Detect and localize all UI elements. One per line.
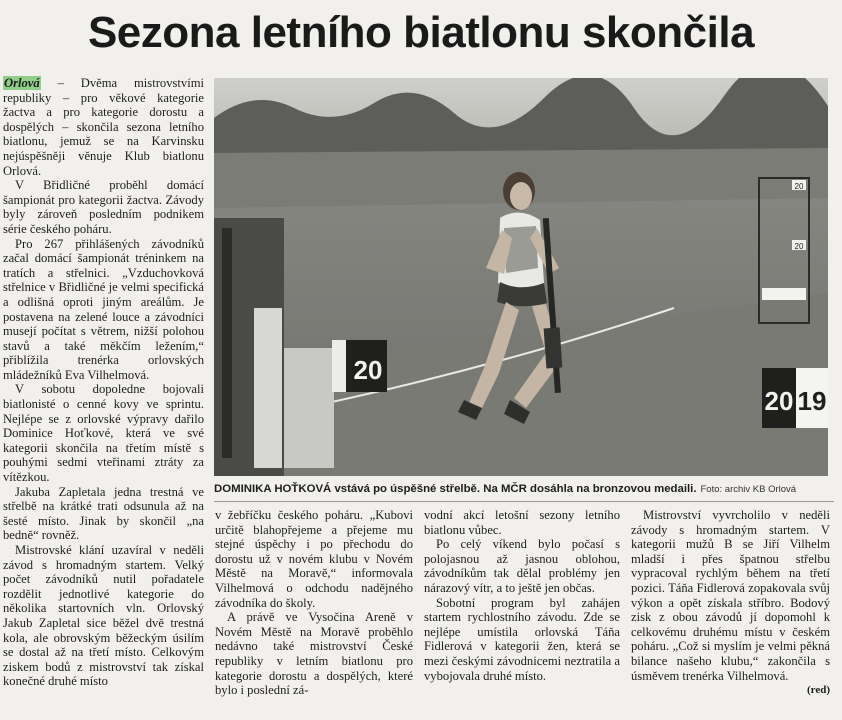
divider [214,501,834,502]
paragraph: Jakuba Zapletala jedna trestná ve střelbě na krátké trati odsunula až na šesté místo. Jinak by skončil „na bedně“ rovněž. [3,484,204,543]
paragraph: V sobotu dopoledne bojovali biatlonisté o cenné kovy ve sprintu. Nejlépe se z orlovské výpravy dařilo Dominice Hoťkové, která ve své kategorii skončila na třetím místě s pouhými sedmi vteřinami ztráty za vítězkou. [3,382,204,485]
author-signature: (red) [806,684,830,697]
target-number: 20 [794,242,804,251]
lead-paragraph [3,76,204,178]
paragraph: Mistrovské klání uzavíral v neděli závod s hromadným startem. Velký počet závodníků nutil pořadatele rozdělit jednotlivé kategorie do několika startovních vln. Orlovský Jakub Zapletal sice běžel dvě trestná kola, ale obrovským běžeckým úsilím se dostal až na třetí místo. Celkovým ziskem bodů z mistrovství tak získal konečné druhé místo [3,543,204,689]
photo-caption [214,480,834,500]
paragraph: v žebříčku českého poháru. „Kubovi určitě blahopřejeme a přejeme mu stejné úspěchy i po přechodu do dorostu už v novém klubu v Novém Městě na Moravě,“ informovala Vilhelmová o odchodu nadějného závodníka do školy. [215,508,413,610]
location-tag: Orlová [4,76,40,90]
photo-credit: Foto: archiv KB Orlová [700,484,797,495]
paragraph: Mistrovství vyvrcholilo v neděli závody s hromadným startem. V kategorii mužů B se Jiří Vilhelm mladší i přes špatnou střelbu vypracoval rychlým během na třetí pozici. Táňa Fidlerová zopakovala svůj výkon a opět získala stříbro. Bodový zisk z obou závodů jí dopomohl k celkovému druhému místu v českém poháru. „Což si myslím je velmi pěkná bilance našeho klubu,“ zakončila s úsměvem trenérka Vilhelmová. [631,508,830,683]
article-photo [214,78,828,476]
paragraph: Pro 267 přihlášených závodníků začal domácí šampionát tréninkem na tratích a střelnici. „Vzduchovková střelnice v Břidličné je velmi specifická a odlišná oproti jiným areálům. Je postavena na zelené louce a závodníci musejí počítat s větrem, nižší polohou stavů a také měkčím ležením,“ přiblížila trenérka orlovských mládežníků Eva Vilhelmová. [3,236,204,382]
shooting-lane-sign: 19 [797,386,827,416]
headline: Sezona letního biatlonu skončila [87,8,755,57]
photo-illustration [214,78,828,476]
column-2 [215,508,413,710]
caption-text: DOMINIKA HOŤKOVÁ vstává po úspěšné střelbě. Na MČR dosáhla na bronzovou medaili. [214,483,697,495]
paragraph: vodní akcí letošní sezony letního biatlonu vůbec. [424,508,620,537]
column-4 [631,508,830,710]
shooting-lane-sign: 20 [353,355,383,385]
paragraph: Po celý víkend bylo počasí s polojasnou až jasnou oblohou, závodníkům tak dělal problémy jen nárazový vítr, a to ještě jen občas. [424,537,620,595]
column-1 [3,76,204,710]
target-number: 20 [794,182,804,191]
column-3 [424,508,620,710]
shooting-lane-sign: 20 [764,386,794,416]
paragraph: V Břidličné proběhl domácí šampionát pro kategorii žactva. Závody byly zároveň posledním podnikem série českého poháru. [3,178,204,236]
paragraph: Sobotní program byl zahájen startem rychlostního závodu. Zde se nejlépe umístila orlovská Táňa Fidlerová v kategorii žen, která se mezi českými závodnicemi neztratila a vybojovala druhé místo. [424,595,620,683]
lead-text: – Dvěma mistrovstvími republiky – pro věkové kategorie žactva a pro kategorie dorostu a dospělých – skončila sezona letního biatlonu, jemuž se na Karvinsku nejúspěšněji věnuje Klub biatlonu Orlová. [3,76,204,178]
paragraph: A právě ve Vysočina Areně v Novém Městě na Moravě proběhlo nedávno také mistrovství České republiky v letním biatlonu pro kategorie dorostu a dospělých, které bylo i poslední zá- [215,610,413,698]
